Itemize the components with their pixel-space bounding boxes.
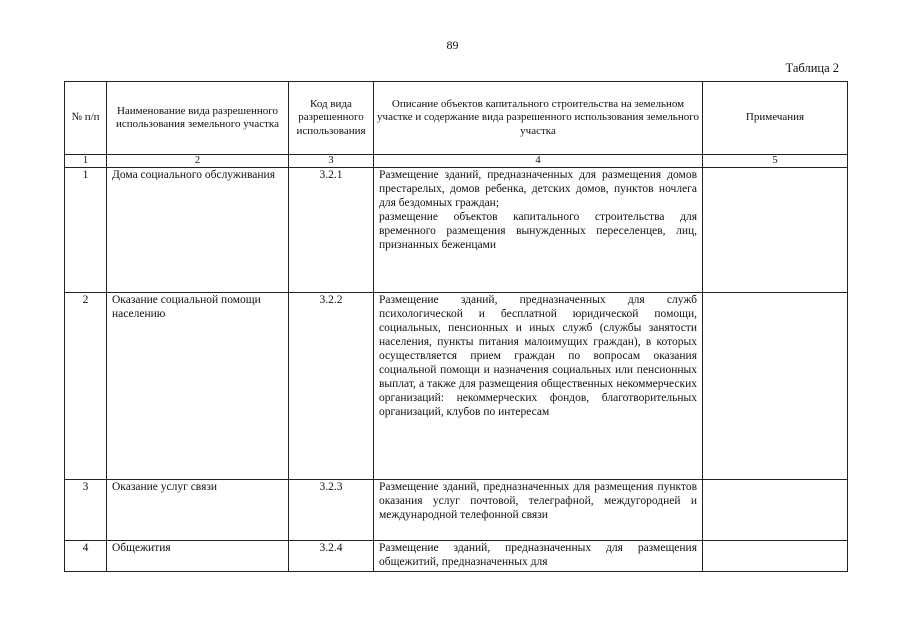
- use-notes: [703, 541, 848, 572]
- column-number-row: [65, 155, 848, 168]
- table-header-row: [65, 82, 848, 155]
- row-number: 3: [65, 480, 107, 541]
- row-number: 4: [65, 541, 107, 572]
- column-number: 1: [65, 155, 107, 168]
- description-paragraph: Размещение зданий, предназначенных для размещения домов престарелых, домов ребенка, детских домов, пунктов ночлега для бездомных граждан;: [379, 169, 697, 209]
- header-description: Описание объектов капитального строительства на земельном участке и содержание вида разрешенного использования земельного участка: [374, 82, 703, 155]
- page-number: 89: [446, 38, 459, 52]
- table-row: [65, 541, 848, 572]
- use-name: Оказание услуг связи: [107, 480, 289, 541]
- column-number: 2: [107, 155, 289, 168]
- column-number: 5: [703, 155, 848, 168]
- column-number: 4: [374, 155, 703, 168]
- row-number: 2: [65, 293, 107, 480]
- use-code: 3.2.3: [289, 480, 374, 541]
- header-code: Код вида разрешенного использования: [289, 82, 374, 155]
- description-paragraph: Размещение зданий, предназначенных для размещения пунктов оказания услуг почтовой, телеграфной, междугородней и международной телефонной связи: [379, 481, 697, 521]
- use-notes: [703, 168, 848, 293]
- use-description: [374, 541, 703, 572]
- use-description: [374, 293, 703, 480]
- header-num: № п/п: [65, 82, 107, 155]
- use-notes: [703, 293, 848, 480]
- use-notes: [703, 480, 848, 541]
- table-row: [65, 168, 848, 293]
- use-description: [374, 480, 703, 541]
- column-number: 3: [289, 155, 374, 168]
- use-code: 3.2.2: [289, 293, 374, 480]
- use-code: 3.2.4: [289, 541, 374, 572]
- header-name: Наименование вида разрешенного использования земельного участка: [107, 82, 289, 155]
- table-caption: Таблица 2: [785, 61, 839, 75]
- use-name: Общежития: [107, 541, 289, 572]
- description-paragraph: Размещение зданий, предназначенных для служб психологической и бесплатной юридической помощи, социальных, пенсионных и иных служб (службы занятости населения, пункты питания малоимущих граждан), в которых осуществляется прием граждан по вопросам оказания социальной помощи и назначения социальных или пенсионных выплат, а также для размещения общественных некоммерческих организаций: некоммерческих фондов, благотворительных организаций, клубов по интересам: [379, 294, 697, 418]
- table-row: [65, 293, 848, 480]
- use-name: Дома социального обслуживания: [107, 168, 289, 293]
- description-paragraph: размещение объектов капитального строительства для временного размещения вынужденных переселенцев, лиц, признанных беженцами: [379, 211, 697, 251]
- use-name: Оказание социальной помощи населению: [107, 293, 289, 480]
- use-description: [374, 168, 703, 293]
- table-row: [65, 480, 848, 541]
- land-use-table: [64, 81, 848, 572]
- use-code: 3.2.1: [289, 168, 374, 293]
- row-number: 1: [65, 168, 107, 293]
- description-paragraph: Размещение зданий, предназначенных для размещения общежитий, предназначенных для: [379, 542, 697, 568]
- header-notes: Примечания: [703, 82, 848, 155]
